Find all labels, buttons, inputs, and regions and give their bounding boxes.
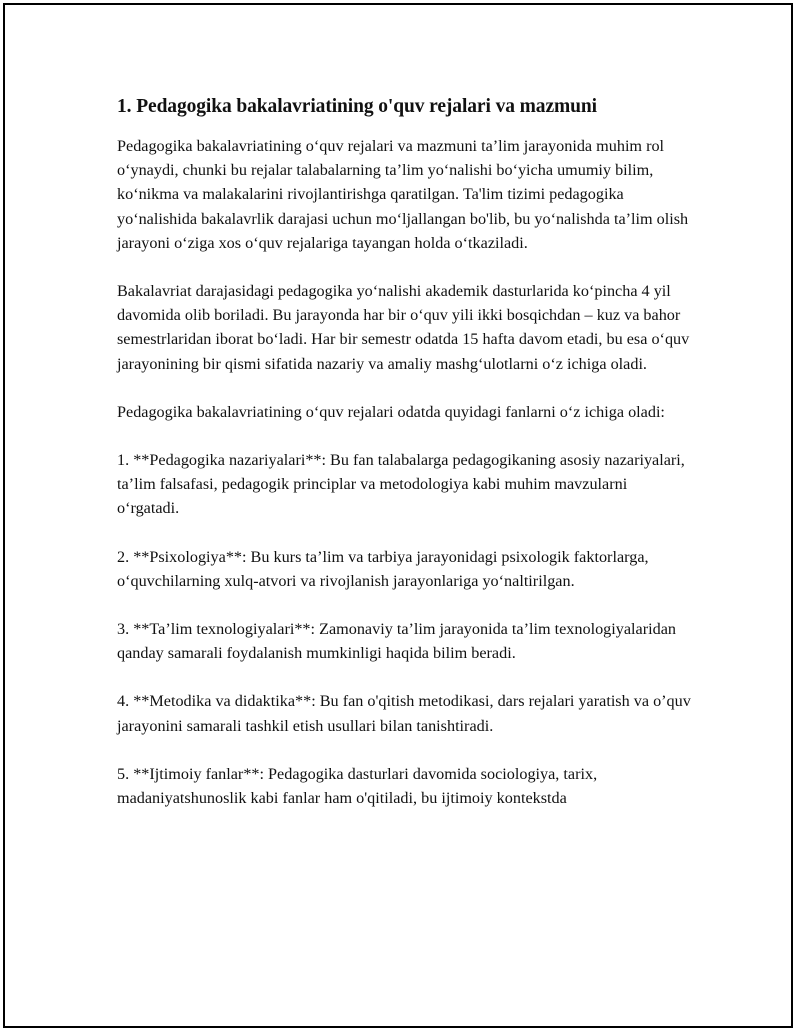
document-body bbox=[117, 94, 692, 834]
list-item-education-technologies: 3. **Ta’lim texnologiyalari**: Zamonaviy ta’lim jarayonida ta’lim texnologiyalaridan qanday samarali foydalanish mumkinligi haqida bilim beradi. bbox=[117, 620, 676, 663]
list-item-social-sciences: 5. **Ijtimoiy fanlar**: Pedagogika dasturlari davomida sociologiya, tarix, madaniyatshunoslik kabi fanlar ham o'qitiladi, bu ijtimoiy kontekstda bbox=[117, 764, 598, 808]
section-heading: 1. Pedagogika bakalavriatining o'quv rejalari va mazmuni bbox=[117, 96, 597, 117]
list-item-psychology: 2. **Psixologiya**: Bu kurs ta’lim va tarbiya jarayonidagi psixologik faktorlarga, o‘quvchilarning xulq-atvori va rivojlanish jarayonlariga yo‘naltirilgan. bbox=[117, 547, 649, 590]
paragraph-intro: Pedagogika bakalavriatining o‘quv rejalari va mazmuni ta’lim jarayonida muhim rol o‘ynaydi, chunki bu rejalar talabalarning ta’lim yo‘nalishi bo‘yicha umumiy bilim, ko‘nikma va malakalarini rivojlantirishga qaratilgan. Ta'lim tizimi pedagogika yo‘nalishida bakalavrlik darajasi uchun mo‘ljallangan bo'lib, bu yo‘nalishda ta’lim olish jarayoni o‘ziga xos o‘quv rejalariga tayangan holda o‘tkaziladi. bbox=[117, 137, 689, 252]
list-item-methodology-didactics: 4. **Metodika va didaktika**: Bu fan o'qitish metodikasi, dars rejalari yaratish va o’quv jarayonini samarali tashkil etish usullari bilan tanishtiradi. bbox=[117, 692, 691, 735]
list-item-pedagogy-theories: 1. **Pedagogika nazariyalari**: Bu fan talabalarga pedagogikaning asosiy nazariyalari, ta’lim falsafasi, pedagogik principlar va metodologiya kabi muhim mavzularni o‘rgatadi. bbox=[117, 451, 685, 518]
paragraph-duration: Bakalavriat darajasidagi pedagogika yo‘nalishi akademik dasturlarida ko‘pincha 4 yil davomida olib boriladi. Bu jarayonda har bir o‘quv yili ikki bosqichdan – kuz va bahor semestrlaridan iborat bo‘ladi. Har bir semestr odatda 15 hafta davom etadi, bu esa o‘quv jarayonining bir qismi sifatida nazariy va amaliy mashg‘ulotlarni o‘z ichiga oladi. bbox=[117, 282, 690, 373]
paragraph-subjects-intro: Pedagogika bakalavriatining o‘quv rejalari odatda quyidagi fanlarni o‘z ichiga oladi: bbox=[117, 402, 665, 421]
